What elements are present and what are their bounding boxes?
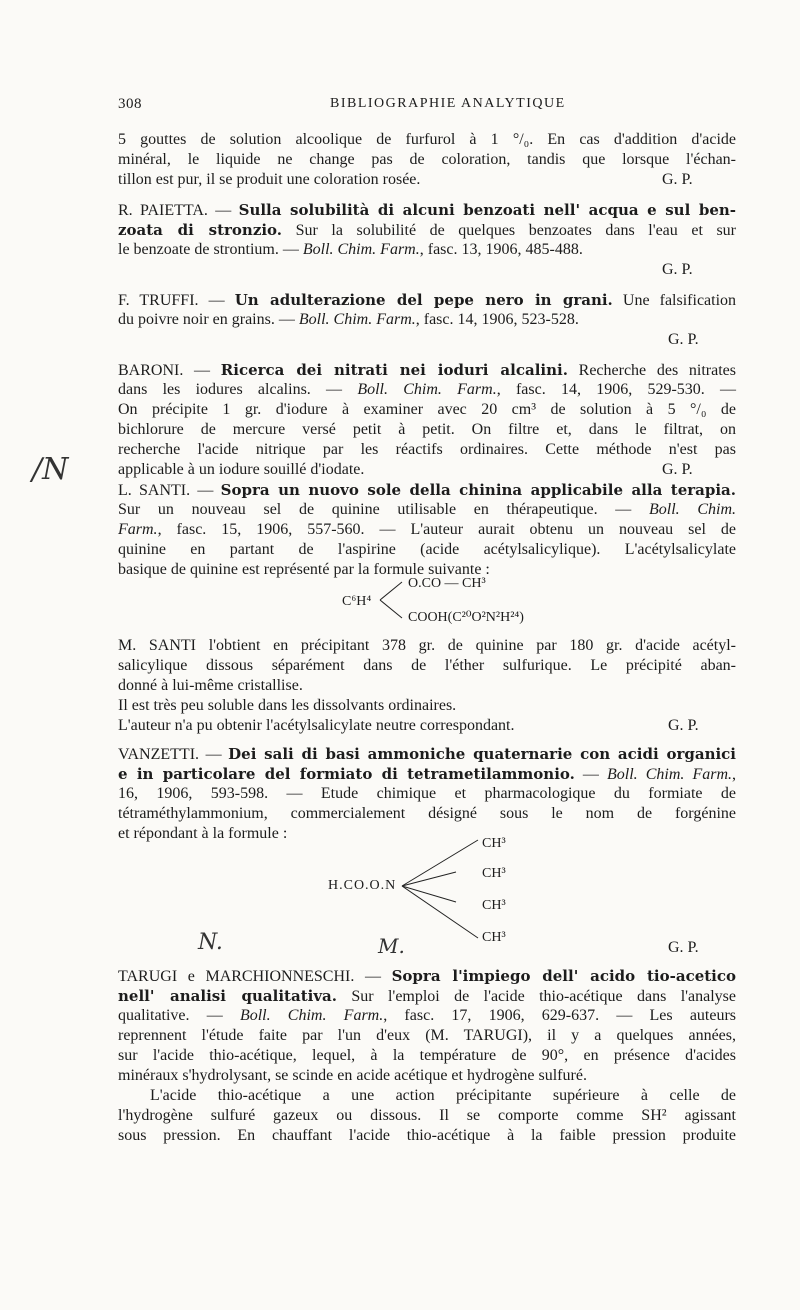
text-line: On précipite 1 gr. d'iodure à examiner avec 20 cm³ de solution à 5 °/₀ de: [118, 401, 736, 418]
page-number: 308: [118, 96, 142, 112]
entry-heading: TARUGI e MARCHIONNESCHI. — Sopra l'impiego dell' acido tio-acetico: [118, 967, 737, 985]
journal: Boll. Chim.: [648, 501, 737, 518]
text-span: Une falsification: [622, 292, 737, 309]
text-line: donné à lui-même cristallise.: [118, 677, 303, 694]
text-span: Sur la solubilité de quelques benzoates dans l'eau et sur: [295, 222, 737, 239]
entry-title-cont: e in particolare del formiato di tetrametilammonio.: [118, 765, 575, 783]
author: F. TRUFFI.: [118, 292, 199, 309]
entry-title: Sulla solubilità di alcuni benzoati nell' acqua e sul ben-: [238, 201, 737, 219]
citation: , fasc. 15, 1906, 557-560. — L'auteur aurait obtenu un nouveau sel de: [157, 521, 736, 538]
entry-heading: BARONI. — Ricerca dei nitrati nei ioduri alcalini. Recherche des nitrates: [118, 361, 737, 379]
author: R. PAIETTA.: [118, 202, 208, 219]
text-line: Il est très peu soluble dans les dissolvants ordinaires.: [118, 697, 457, 714]
formula-bond-lines: [378, 578, 408, 622]
text-line: sous pression. En chauffant l'acide thio-acétique à la faible pression produite: [118, 1127, 736, 1144]
journal: Boll. Chim. Farm.: [302, 241, 420, 258]
entry-title: Dei sali di basi ammoniche quaternarie con acidi organici: [228, 745, 736, 763]
formula-group: CH³: [482, 836, 506, 851]
text-line: l'hydrogène sulfuré gazeux ou dissous. Il se comporte comme SH² agissant: [118, 1107, 736, 1124]
text-line: [118, 986, 736, 1007]
text-line: tillon est pur, il se produit une coloration rosée.: [118, 171, 421, 188]
formula-group: CH³: [482, 930, 506, 945]
author: L. SANTI.: [118, 482, 191, 499]
text-line: e in particolare del formiato di tetrametilammonio. — Boll. Chim. Farm.,: [118, 765, 737, 783]
text-line: salicylique dissous séparément dans de l'éther sulfurique. Le précipité aban-: [118, 657, 736, 674]
entry-title: Ricerca dei nitrati nei ioduri alcalini.: [220, 361, 568, 379]
text-line: 5 gouttes de solution alcoolique de furfurol à 1 °/₀. En cas d'addition d'acide: [118, 131, 736, 148]
formula-group: CH³: [482, 866, 506, 881]
text-span: qualitative. —: [118, 1007, 223, 1024]
entry-title-cont: nell' analisi qualitativa.: [118, 987, 337, 1005]
text-span: Sur l'emploi de l'acide thio-acétique dans l'analyse: [351, 988, 736, 1005]
formula-radical: H.CO.O.N: [328, 878, 397, 893]
journal: Boll. Chim. Farm.: [239, 1007, 384, 1024]
text-line: applicable à un iodure souillé d'iodate.: [118, 461, 365, 478]
signature: G. P.: [668, 939, 699, 956]
journal: Farm.: [118, 521, 158, 538]
text-line: basique de quinine est représenté par la formule suivante :: [118, 561, 490, 578]
author: VANZETTI.: [118, 746, 200, 763]
text-line: bichlorure de mercure versé petit à petit. On filtre et, dans le filtrat, on: [118, 421, 736, 438]
entry-heading: L. SANTI. — Sopra un nuovo sole della chinina applicabile alla terapia.: [118, 481, 736, 499]
text-line: et répondant à la formule :: [118, 825, 288, 842]
text-line: quinine en partant de l'aspirine (acide acétylsalicylique). L'acétylsalicylate: [118, 541, 736, 558]
text-line: [118, 500, 736, 520]
author: BARONI.: [118, 362, 184, 379]
text-line: reprennent l'étude faite par l'un d'eux (M. TARUGI), il y a quelques années,: [118, 1027, 736, 1044]
handwritten-note: M.: [378, 934, 405, 958]
entry-heading: VANZETTI. — Dei sali di basi ammoniche quaternarie con acidi organici: [118, 745, 736, 763]
text-span: Sur un nouveau sel de quinine utilisable en thérapeutique. —: [118, 501, 632, 518]
text-line: [118, 380, 736, 400]
running-title: BIBLIOGRAPHIE ANALYTIQUE: [330, 96, 566, 111]
author: TARUGI e MARCHIONNESCHI.: [118, 968, 355, 985]
text-line: minéraux s'hydrolysant, se scinde en acide acétique et hydrogène sulfuré.: [118, 1067, 587, 1084]
text-line: [118, 1006, 736, 1026]
text-line: 16, 1906, 593-598. — Etude chimique et pharmacologique du formiate de: [118, 785, 736, 802]
formula-radical: C⁶H⁴: [342, 594, 372, 609]
citation: , fasc. 14, 1906, 523-528.: [415, 311, 579, 328]
text-span: du poivre noir en grains. —: [118, 311, 295, 328]
entry-heading: R. PAIETTA. — Sulla solubilità di alcuni benzoati nell' acqua e sul ben-: [118, 201, 737, 219]
text-span: dans les iodures alcalins. —: [118, 381, 343, 398]
signature: G. P.: [662, 461, 693, 478]
text-line: recherche l'acide nitrique par les réactifs ordinaires. Cette méthode n'est pas: [118, 441, 736, 458]
signature: G. P.: [662, 171, 693, 188]
text-line: [118, 520, 736, 540]
text-line: [118, 310, 736, 330]
text-line: L'auteur n'a pu obtenir l'acétylsalicylate neutre correspondant.: [118, 717, 515, 734]
text-line: [118, 220, 736, 241]
signature: G. P.: [668, 717, 699, 734]
citation: , fasc. 13, 1906, 485-488.: [419, 241, 583, 258]
handwritten-note: N.: [198, 930, 223, 955]
journal: Boll. Chim. Farm.: [607, 766, 733, 783]
signature: G. P.: [662, 261, 693, 278]
entry-title-cont: zoata di stronzio.: [118, 221, 283, 239]
formula-group-top: O.CO — CH³: [408, 576, 486, 591]
entry-title: Sopra un nuovo sole della chinina applicabile alla terapia.: [220, 481, 736, 499]
entry-heading: F. TRUFFI. — Un adulterazione del pepe nero in grani. Une falsification: [118, 291, 737, 309]
formula-group: CH³: [482, 898, 506, 913]
signature: G. P.: [668, 331, 699, 348]
citation: , fasc. 14, 1906, 529-530. —: [496, 381, 737, 398]
text-line: tétraméthylammonium, commercialement désigné sous le nom de forgénine: [118, 805, 736, 822]
entry-title: Un adulterazione del pepe nero in grani.: [234, 291, 613, 309]
text-line: L'acide thio-acétique a une action précipitante supérieure à celle de: [150, 1087, 736, 1104]
text-line: minéral, le liquide ne change pas de coloration, tandis que lorsque l'échan-: [118, 151, 736, 168]
text-line: [118, 240, 736, 260]
citation: , fasc. 17, 1906, 629-637. — Les auteurs: [383, 1007, 737, 1024]
margin-annotation: /N: [32, 452, 69, 487]
text-line: M. SANTI l'obtient en précipitant 378 gr. de quinine par 180 gr. d'acide acétyl-: [118, 637, 736, 654]
text-span: Recherche des nitrates: [578, 362, 737, 379]
formula-group-bottom: COOH(C²⁰O²N²H²⁴): [408, 610, 524, 625]
text-span: le benzoate de strontium. —: [118, 241, 299, 258]
formula-bond-lines: [398, 834, 488, 954]
text-line: sur l'acide thio-acétique, lequel, à la température de 90°, en présence d'acides: [118, 1047, 736, 1064]
entry-title: Sopra l'impiego dell' acido tio-acetico: [391, 967, 737, 985]
journal: Boll. Chim. Farm.: [298, 311, 416, 328]
journal: Boll. Chim. Farm.: [357, 381, 497, 398]
